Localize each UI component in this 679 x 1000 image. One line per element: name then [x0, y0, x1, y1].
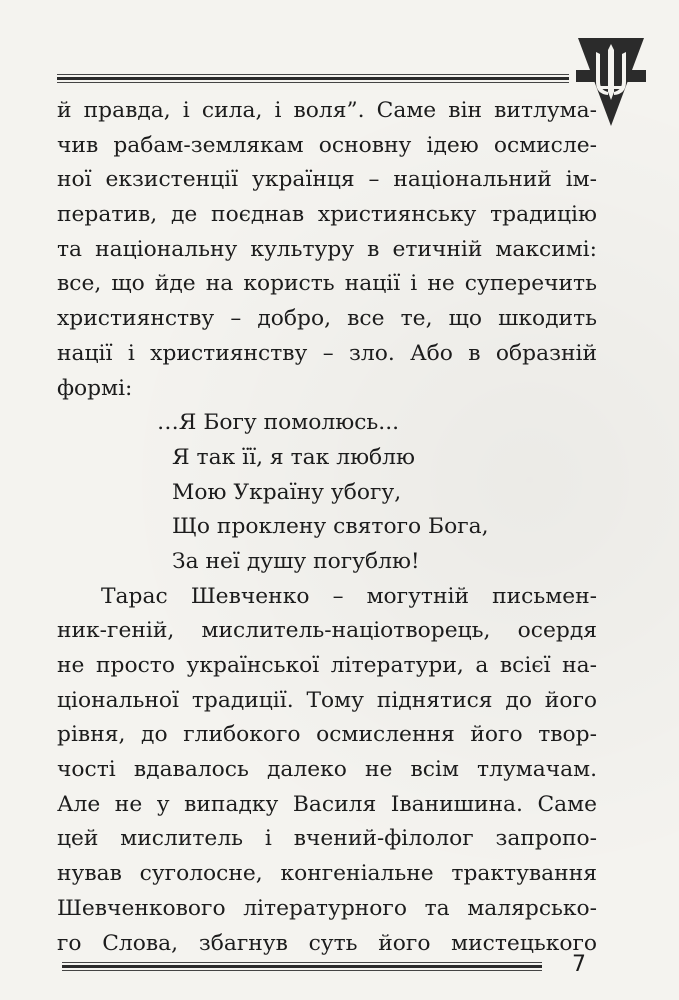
verse-line: Я так її, я так люблю	[172, 444, 415, 470]
text-line: Тарас Шевченко – могутній письмен-	[101, 583, 597, 609]
verse-line: Що проклену святого Бога,	[172, 514, 489, 540]
verse-line: Мою Україну убогу,	[172, 479, 402, 505]
text-line: цей мислитель і вчений-філолог запропо-	[57, 826, 597, 852]
text-line: та національну культуру в етичній максимі:	[57, 236, 597, 262]
text-line: чив рабам-землякам основну ідею осмисле-	[57, 132, 597, 158]
text-line: го Слова, збагнув суть його мистецького	[57, 930, 597, 956]
footer-rule	[62, 962, 542, 971]
text-line: формі:	[57, 375, 133, 401]
text-line: все, що йде на користь нації і не суперечить	[57, 271, 597, 297]
text-line: ціональної традиції. Тому піднятися до його	[57, 687, 597, 713]
text-line: ної екзистенції українця – національний ім-	[57, 167, 597, 193]
text-line: християнству – добро, все те, що шкодить	[57, 306, 597, 332]
text-line: й правда, і сила, і воля”. Саме він витлума-	[57, 98, 597, 123]
text-line: рівня, до глибокого осмислення його твор-	[57, 722, 597, 748]
text-line: ник-геній, мислитель-націотворець, осердя	[57, 618, 597, 644]
text-line: нації і християнству – зло. Або в образній	[57, 340, 597, 366]
text-line: чості вдавалось далеко не всім тлумачам.	[57, 757, 597, 783]
text-line: нував суголосне, конгеніальне трактування	[57, 861, 597, 887]
page-number: 7	[572, 952, 586, 977]
text-line: Шевченкового літературного та малярсько-	[57, 895, 597, 921]
text-line: Але не у випадку Василя Іванишина. Саме	[57, 791, 597, 817]
text-line: ператив, де поєднав християнську традицію	[57, 202, 597, 228]
verse-line: …Я Богу помолюсь...	[157, 410, 400, 436]
header-rule	[57, 74, 569, 83]
body-text	[57, 94, 597, 961]
verse-line: За неї душу погублю!	[172, 548, 420, 574]
text-line: не просто української літератури, а всієї на-	[57, 653, 597, 678]
